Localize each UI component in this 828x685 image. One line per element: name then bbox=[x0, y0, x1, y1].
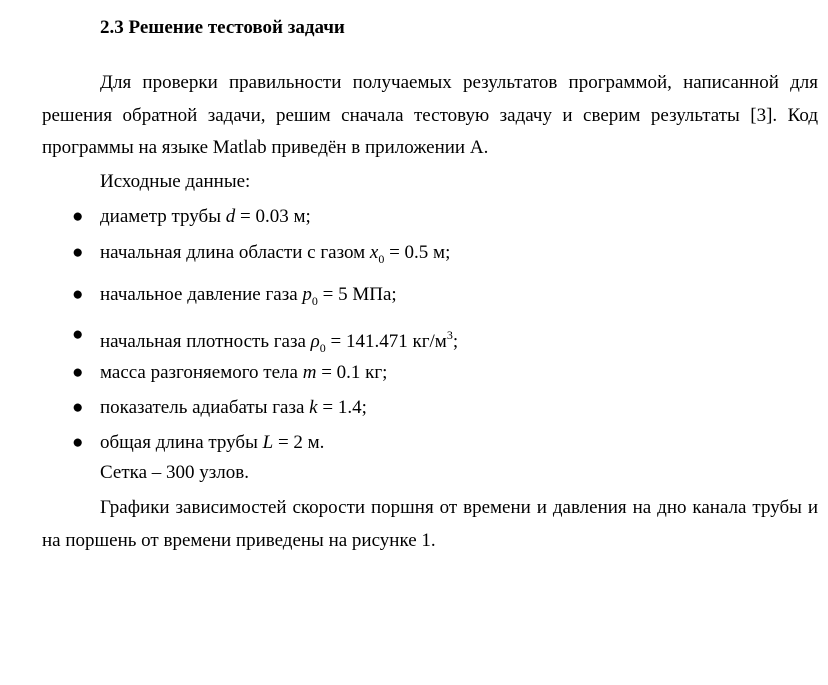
item-prefix: показатель адиабаты газа bbox=[100, 397, 310, 418]
item-prefix: начальное давление газа bbox=[100, 284, 303, 305]
bullet-icon: ● bbox=[72, 242, 84, 263]
math-subscript: 0 bbox=[311, 294, 318, 308]
math-variable: p bbox=[302, 284, 312, 305]
bullet-icon: ● bbox=[72, 397, 84, 418]
input-data-label: Исходные данные: bbox=[100, 171, 251, 192]
math-subscript: 0 bbox=[378, 252, 385, 266]
item-suffix: = 141.471 кг/м bbox=[325, 331, 447, 352]
item-prefix: общая длина трубы bbox=[100, 432, 263, 453]
item-prefix: начальная плотность газа bbox=[100, 331, 311, 352]
math-variable: k bbox=[309, 397, 318, 418]
math-variable: L bbox=[262, 432, 274, 453]
bullet-icon: ● bbox=[72, 324, 84, 345]
item-suffix: = 0.1 кг; bbox=[316, 362, 388, 383]
section-heading: 2.3 Решение тестовой задачи bbox=[100, 17, 345, 38]
math-variable: d bbox=[225, 206, 236, 227]
bullet-icon: ● bbox=[72, 206, 84, 227]
grid-note: Сетка – 300 узлов. bbox=[100, 462, 249, 483]
item-suffix: = 0.5 м; bbox=[384, 242, 451, 263]
math-variable: m bbox=[302, 362, 317, 383]
item-tail: ; bbox=[452, 331, 459, 352]
unit-exponent: 3 bbox=[446, 328, 453, 342]
item-prefix: масса разгоняемого тела bbox=[100, 362, 303, 383]
item-suffix: = 0.03 м; bbox=[235, 206, 311, 227]
math-variable: x bbox=[369, 242, 379, 263]
figure-reference-paragraph: Графики зависимостей скорости поршня от времени и давления на дно канала трубы и на поршень от времени приведены на рисунке 1. bbox=[42, 497, 818, 551]
bullet-icon: ● bbox=[72, 362, 84, 383]
item-suffix: = 1.4; bbox=[317, 397, 367, 418]
math-subscript: 0 bbox=[319, 341, 326, 355]
item-suffix: = 5 МПа; bbox=[317, 284, 397, 305]
math-variable: ρ bbox=[310, 331, 320, 352]
intro-paragraph: Для проверки правильности получаемых результатов программой, написанной для решения обратной задачи, решим сначала тестовую задачу и сверим результаты [3]. Код программы на языке Matlab приведён в приложении А. bbox=[42, 72, 818, 158]
bullet-icon: ● bbox=[72, 432, 84, 453]
item-suffix: = 2 м. bbox=[273, 432, 325, 453]
item-prefix: начальная длина области с газом bbox=[100, 242, 370, 263]
bullet-icon: ● bbox=[72, 284, 84, 305]
item-prefix: диаметр трубы bbox=[100, 206, 226, 227]
